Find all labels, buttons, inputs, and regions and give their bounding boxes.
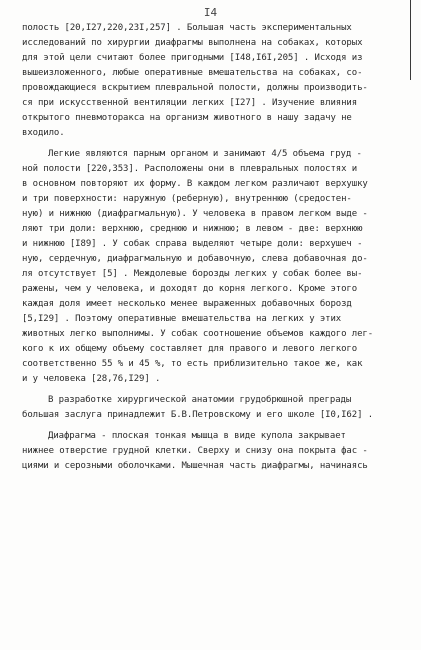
text-line: ную, сердечную, диафрагмальную и добавочную, слева добавочная до- — [22, 254, 368, 264]
text-line: для этой цели считают более пригодными [I48,I6I,205] . Исходя из — [22, 53, 363, 63]
text-line: и нижнюю [I89] . У собак справа выделяют четыре доли: верхушеч - — [22, 239, 363, 249]
text-line: В разработке хирургической анатомии грудобрюшной преграды — [48, 395, 352, 405]
text-line: [5,I29] . Поэтому оперативные вмешательства на легких у этих — [22, 314, 342, 324]
text-line: циями и серозными оболочками. Мышечная часть диафрагмы, начинаясь — [22, 461, 368, 471]
text-line: открытого пневмоторакса на организм животного в нашу задачу не — [22, 113, 352, 123]
text-line: полость [20,I27,220,23I,257] . Большая часть экспериментальных — [22, 23, 352, 33]
paragraph — [22, 21, 408, 141]
text-line: и у человека [28,76,I29] . — [22, 374, 161, 384]
text-line: кого к их общему объему составляет для правого и левого легкого — [22, 344, 358, 354]
text-line: исследований по хирургии диафрагмы выполнена на собаках, которых — [22, 38, 363, 48]
paragraph — [22, 147, 408, 387]
text-line: Диафрагма - плоская тонкая мышца в виде купола закрывает — [48, 431, 346, 441]
text-line: животных легко выполнимы. У собак соотношение объемов каждого лег- — [22, 329, 374, 339]
text-line: ляют три доли: верхнюю, среднюю и нижнюю; в левом - две: верхнюю — [22, 224, 363, 234]
text-line: соответственно 55 % и 45 %, то есть приблизительно такое же, как — [22, 359, 363, 369]
text-line: входило. — [22, 128, 65, 138]
text-line: ной полости [220,353]. Расположены они в плевральных полостях и — [22, 164, 358, 174]
paragraph — [22, 393, 408, 423]
text-line: ражены, чем у человека, и доходят до корня легкого. Кроме этого — [22, 284, 358, 294]
text-line: ля отсутствует [5] . Междолевые борозды легких у собак более вы- — [22, 269, 363, 279]
page-number: I4 — [203, 6, 218, 19]
text-line: нижнее отверстие грудной клетки. Сверху и снизу она покрыта фас - — [22, 446, 368, 456]
page-edge-line — [410, 0, 411, 80]
text-line: каждая доля имеет несколько менее выраженных добавочных борозд — [22, 299, 352, 309]
paragraph — [22, 429, 408, 474]
text-line: ную) и нижнюю (диафрагмальную). У человека в правом легком выде - — [22, 209, 368, 219]
text-line: ся при искусственной вентиляции легких [I27] . Изучение влияния — [22, 98, 358, 108]
body-text — [22, 21, 408, 474]
text-line: и три поверхности: наружную (реберную), внутреннюю (средостен- — [22, 194, 352, 204]
text-line: в основном повторяют их форму. В каждом легком различают верхушку — [22, 179, 368, 189]
text-line: провождающиеся вскрытием плевральной полости, должны производить- — [22, 83, 368, 93]
text-line: большая заслуга принадлежит Б.В.Петровскому и его школе [I0,I62] . — [22, 410, 374, 420]
text-line: вышеизложенного, любые оперативные вмешательства на собаках, со- — [22, 68, 363, 78]
text-line: Легкие являются парным органом и занимают 4/5 объема груд - — [48, 149, 362, 159]
